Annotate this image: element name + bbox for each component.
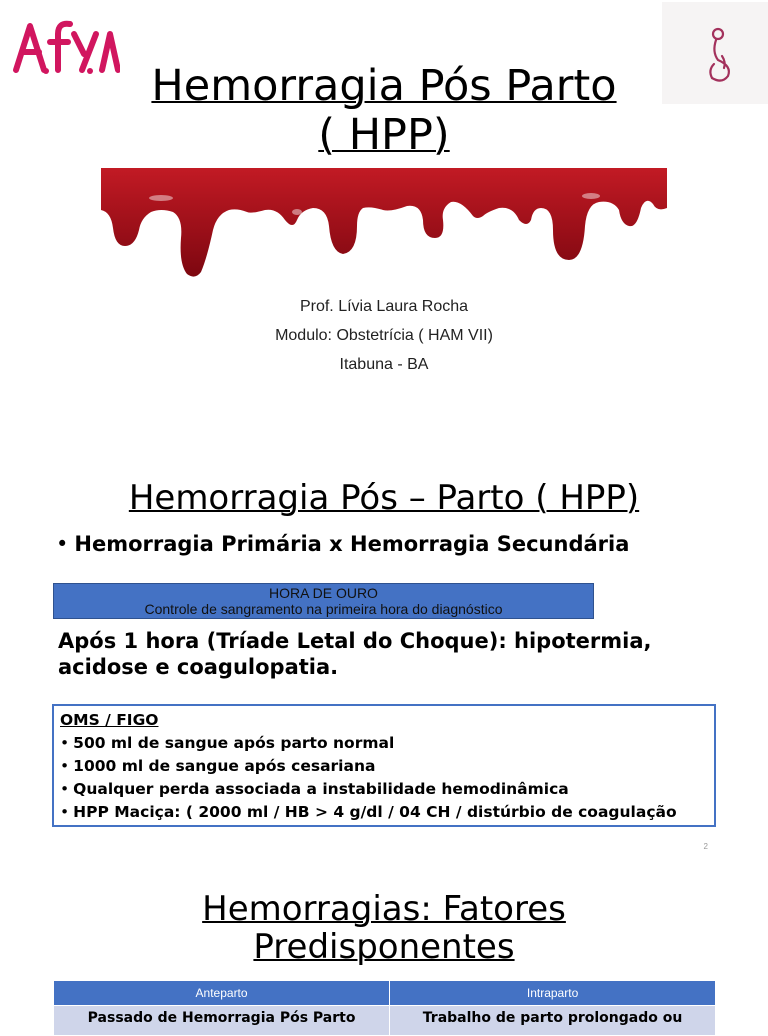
module-name: Modulo: Obstetrícia ( HAM VII) <box>275 327 493 344</box>
golden-hour-box <box>53 583 594 619</box>
oms-item-text: 1000 ml de sangue após cesariana <box>73 757 376 775</box>
title-line-1: Hemorragias: Fatores <box>202 889 566 929</box>
oms-heading: OMS / FIGO <box>60 711 159 729</box>
oms-item <box>60 732 714 755</box>
oms-item <box>60 778 714 801</box>
main-bullet-text: Hemorragia Primária x Hemorragia Secundária <box>74 532 630 556</box>
bullet-icon: • <box>60 780 70 798</box>
oms-item <box>60 801 714 824</box>
slide-title <box>0 890 768 966</box>
golden-hour-text: Controle de sangramento na primeira hora do diagnóstico <box>144 601 503 617</box>
table-header-row <box>54 981 716 1006</box>
lethal-triad-text: Após 1 hora (Tríade Letal do Choque): hipotermia, acidose e coagulopatia. <box>58 629 652 679</box>
oms-item <box>60 755 714 778</box>
title-line-1: Hemorragia Pós Parto <box>151 61 617 111</box>
professor-name: Prof. Lívia Laura Rocha <box>299 298 469 315</box>
column-header-intraparto: Intraparto <box>390 981 716 1006</box>
main-bullet <box>56 532 629 556</box>
bullet-icon: • <box>56 532 69 556</box>
factors-table <box>53 980 716 1036</box>
bullet-icon: • <box>60 734 70 752</box>
slide-predisposing-factors <box>0 870 768 1024</box>
bullet-icon: • <box>60 757 70 775</box>
oms-item-text: Qualquer perda associada a instabilidade hemodinâmica <box>73 780 569 798</box>
table-cell: Passado de Hemorragia Pós Parto <box>54 1006 390 1036</box>
oms-item-text: HPP Maciça: ( 2000 ml / HB > 4 g/dl / 04 CH / distúrbio de coagulação <box>73 803 677 821</box>
golden-hour-title: HORA DE OURO <box>269 585 378 601</box>
blood-drip-image <box>101 168 667 280</box>
table-row <box>54 1006 716 1036</box>
slide-title <box>0 0 768 430</box>
presentation-title <box>0 62 768 160</box>
page-number: 2 <box>703 842 708 851</box>
location: Itabuna - BA <box>339 356 429 373</box>
oms-item-text: 500 ml de sangue após parto normal <box>73 734 395 752</box>
column-header-anteparto: Anteparto <box>54 981 390 1006</box>
oms-figo-box <box>52 704 716 827</box>
title-line-2: Predisponentes <box>253 927 515 967</box>
slide-title-text: Hemorragia Pós – Parto ( HPP) <box>128 478 640 518</box>
table-cell: Trabalho de parto prolongado ou <box>390 1006 716 1036</box>
slide-hpp-definition <box>0 458 768 858</box>
bullet-icon: • <box>60 803 70 821</box>
slide-title <box>0 478 768 518</box>
title-line-2: ( HPP) <box>318 110 450 160</box>
presentation-info <box>0 292 768 379</box>
